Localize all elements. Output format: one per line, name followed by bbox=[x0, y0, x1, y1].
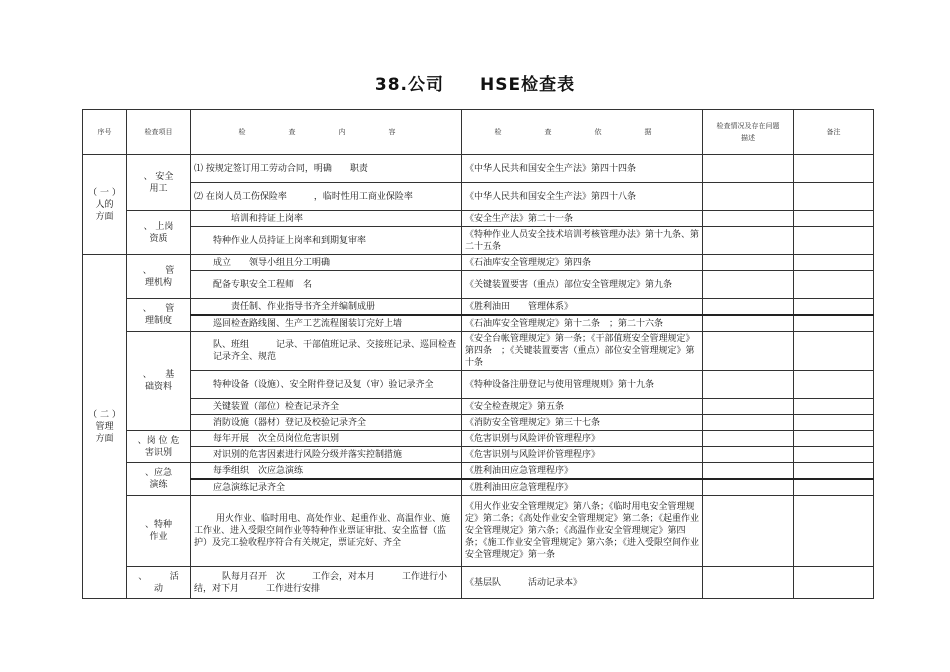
remark-cell[interactable] bbox=[794, 399, 874, 415]
remark-cell[interactable] bbox=[794, 496, 874, 567]
table-row bbox=[83, 227, 874, 255]
table-row bbox=[83, 332, 874, 371]
status-cell[interactable] bbox=[703, 479, 794, 496]
category-cell: （ 二 ） 管理 方面 bbox=[83, 255, 127, 599]
remark-cell[interactable] bbox=[794, 415, 874, 431]
status-cell[interactable] bbox=[703, 463, 794, 480]
basis-cell: 《关键装置要害（重点）部位安全管理规定》第九条 bbox=[462, 271, 703, 299]
status-cell[interactable] bbox=[703, 371, 794, 399]
basis-cell: 《特种作业人员安全技术培训考核管理办法》第十九条、第二十五条 bbox=[462, 227, 703, 255]
status-cell[interactable] bbox=[703, 332, 794, 371]
remark-cell[interactable] bbox=[794, 271, 874, 299]
subcategory-cell: 、 管 理机构 bbox=[127, 255, 191, 299]
basis-cell: 《胜利油田应急管理程序》 bbox=[462, 463, 703, 480]
table-row bbox=[83, 299, 874, 316]
remark-cell[interactable] bbox=[794, 567, 874, 599]
table-row bbox=[83, 431, 874, 447]
content-cell: ⑵ 在岗人员工伤保险率 ，临时性用工商业保险率 bbox=[191, 183, 462, 211]
table-row bbox=[83, 567, 874, 599]
status-cell[interactable] bbox=[703, 496, 794, 567]
content-cell: 特种设备（设施）、安全附件登记及复（审）验记录齐全 bbox=[191, 371, 462, 399]
content-cell: ⑴ 按规定签订用工劳动合同，明确 职责 bbox=[191, 155, 462, 183]
remark-cell[interactable] bbox=[794, 371, 874, 399]
subcategory-cell: 、 基 础资料 bbox=[127, 332, 191, 431]
table-row bbox=[83, 271, 874, 299]
basis-cell: 《危害识别与风险评价管理程序》 bbox=[462, 431, 703, 447]
header-content: 检 查 内 容 bbox=[191, 110, 462, 155]
basis-cell: 《石油库安全管理规定》第四条 bbox=[462, 255, 703, 271]
table-row bbox=[83, 415, 874, 431]
remark-cell[interactable] bbox=[794, 332, 874, 371]
remark-cell[interactable] bbox=[794, 255, 874, 271]
header-basis: 检 查 依 据 bbox=[462, 110, 703, 155]
basis-cell: 《安全检查规定》第五条 bbox=[462, 399, 703, 415]
content-cell: 队、班组 记录、干部值班记录、交接班记录、巡回检查记录齐全、规范 bbox=[191, 332, 462, 371]
status-cell[interactable] bbox=[703, 183, 794, 211]
basis-cell: 《胜利油田应急管理程序》 bbox=[462, 479, 703, 496]
header-seq: 序号 bbox=[83, 110, 127, 155]
status-cell[interactable] bbox=[703, 227, 794, 255]
table-row bbox=[83, 479, 874, 496]
table-row bbox=[83, 255, 874, 271]
table-row bbox=[83, 315, 874, 332]
remark-cell[interactable] bbox=[794, 431, 874, 447]
content-cell: 用火作业、临时用电、高处作业、起重作业、高温作业、施工作业、进入受限空间作业等特种作业票证审批、安全监督（监护）及完工验收程序符合有关规定，票证完好、齐全 bbox=[191, 496, 462, 567]
table-row bbox=[83, 496, 874, 567]
status-cell[interactable] bbox=[703, 567, 794, 599]
basis-cell: 《中华人民共和国安全生产法》第四十四条 bbox=[462, 155, 703, 183]
content-cell: 应急演练记录齐全 bbox=[191, 479, 462, 496]
basis-cell: 《胜利油田 管理体系》 bbox=[462, 299, 703, 316]
status-cell[interactable] bbox=[703, 399, 794, 415]
status-cell[interactable] bbox=[703, 447, 794, 463]
remark-cell[interactable] bbox=[794, 463, 874, 480]
content-cell: 对识别的危害因素进行风险分级并落实控制措施 bbox=[191, 447, 462, 463]
table-row bbox=[83, 463, 874, 480]
basis-cell: 《中华人民共和国安全生产法》第四十八条 bbox=[462, 183, 703, 211]
remark-cell[interactable] bbox=[794, 299, 874, 316]
status-cell[interactable] bbox=[703, 299, 794, 316]
table-row bbox=[83, 447, 874, 463]
table-row bbox=[83, 183, 874, 211]
header-item: 检查项目 bbox=[127, 110, 191, 155]
remark-cell[interactable] bbox=[794, 227, 874, 255]
content-cell: 配备专职安全工程师 名 bbox=[191, 271, 462, 299]
remark-cell[interactable] bbox=[794, 447, 874, 463]
status-cell[interactable] bbox=[703, 211, 794, 227]
hse-checklist-table bbox=[82, 109, 874, 599]
basis-cell: 《安全生产法》第二十一条 bbox=[462, 211, 703, 227]
remark-cell[interactable] bbox=[794, 315, 874, 332]
status-cell[interactable] bbox=[703, 431, 794, 447]
status-cell[interactable] bbox=[703, 255, 794, 271]
table-row bbox=[83, 155, 874, 183]
content-cell: 每年开展 次全员岗位危害识别 bbox=[191, 431, 462, 447]
subcategory-cell: 、特种 作业 bbox=[127, 496, 191, 567]
category-cell: （ 一 ） 人的 方面 bbox=[83, 155, 127, 255]
status-cell[interactable] bbox=[703, 415, 794, 431]
page-title: 38.公司 HSE检查表 bbox=[374, 75, 576, 95]
content-cell: 关键装置（部位）检查记录齐全 bbox=[191, 399, 462, 415]
content-cell: 消防设施（器材）登记及校验记录齐全 bbox=[191, 415, 462, 431]
content-cell: 特种作业人员持证上岗率和到期复审率 bbox=[191, 227, 462, 255]
subcategory-cell: 、 管 理制度 bbox=[127, 299, 191, 332]
subcategory-cell: 、 安全 用工 bbox=[127, 155, 191, 211]
basis-cell: 《基层队 活动记录本》 bbox=[462, 567, 703, 599]
status-cell[interactable] bbox=[703, 271, 794, 299]
table-row bbox=[83, 399, 874, 415]
header-row bbox=[83, 110, 874, 155]
basis-cell: 《危害识别与风险评价管理程序》 bbox=[462, 447, 703, 463]
subcategory-cell: 、 上岗 资质 bbox=[127, 211, 191, 255]
basis-cell: 《特种设备注册登记与使用管理规则》第十九条 bbox=[462, 371, 703, 399]
subcategory-cell: 、应急 演练 bbox=[127, 463, 191, 496]
status-cell[interactable] bbox=[703, 155, 794, 183]
status-cell[interactable] bbox=[703, 315, 794, 332]
table-row bbox=[83, 371, 874, 399]
remark-cell[interactable] bbox=[794, 479, 874, 496]
header-remark: 备注 bbox=[794, 110, 874, 155]
remark-cell[interactable] bbox=[794, 183, 874, 211]
basis-cell: 《消防安全管理规定》第三十七条 bbox=[462, 415, 703, 431]
basis-cell: 《用火作业安全管理规定》第八条；《临时用电安全管理规定》第二条；《高处作业安全管理规定》第二条；《起重作业安全管理规定》第六条；《高温作业安全管理规定》第四条；《施工作业安全管理规定》第六条；《进入受限空间作业安全管理规定》第一条 bbox=[462, 496, 703, 567]
content-cell: 培训和持证上岗率 bbox=[191, 211, 462, 227]
remark-cell[interactable] bbox=[794, 211, 874, 227]
content-cell: 巡回检查路线图、生产工艺流程图装订完好上墙 bbox=[191, 315, 462, 332]
content-cell: 队每月召开 次 工作会，对本月 工作进行小结，对下月 工作进行安排 bbox=[191, 567, 462, 599]
remark-cell[interactable] bbox=[794, 155, 874, 183]
basis-cell: 《安全台帐管理规定》第一条；《干部值班安全管理规定》第四条 ；《关键装置要害（重点）部位安全管理规定》第十条 bbox=[462, 332, 703, 371]
content-cell: 责任制、作业指导书齐全并编制成册 bbox=[191, 299, 462, 316]
table-row bbox=[83, 211, 874, 227]
subcategory-cell: 、岗 位 危 害识别 bbox=[127, 431, 191, 463]
header-status: 检查情况及存在问题描述 bbox=[703, 110, 794, 155]
basis-cell: 《石油库安全管理规定》第十二条 ；第二十六条 bbox=[462, 315, 703, 332]
content-cell: 每季组织 次应急演练 bbox=[191, 463, 462, 480]
subcategory-cell: 、 活 动 bbox=[127, 567, 191, 599]
content-cell: 成立 领导小组且分工明确 bbox=[191, 255, 462, 271]
